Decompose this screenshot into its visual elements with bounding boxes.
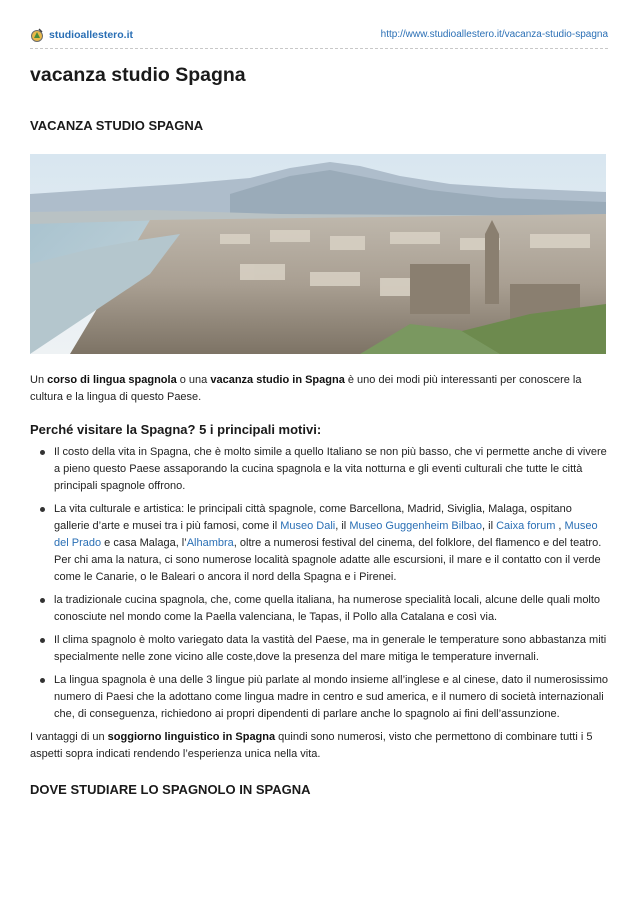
list-item: [30, 444, 608, 495]
reason-text: Il clima spagnolo è molto variegato data la vastità del Paese, ma in generale le temperature sono abbastanza miti specialmente nelle zone vicino alle coste,dove la presenza del mare mitiga le temperature invernali.: [54, 634, 607, 663]
conclusion-bold: soggiorno linguistico in Spagna: [107, 731, 276, 743]
site-logo-icon: [30, 28, 44, 42]
intro-bold-vacation: vacanza studio in Spagna: [210, 374, 345, 386]
intro-bold-course: corso di lingua spagnola: [47, 374, 177, 386]
museo-prado-link[interactable]: Museo del Prado: [54, 520, 598, 549]
city-panorama-image: [30, 154, 606, 354]
bullet-icon: [40, 678, 45, 683]
reasons-heading: Perché visitare la Spagna? 5 i principali motivi:: [30, 422, 322, 437]
guggenheim-link[interactable]: Museo Guggenheim Bilbao: [349, 520, 483, 532]
conclusion-paragraph: [30, 729, 608, 763]
reason-text: Il costo della vita in Spagna, che è molto simile a quello Italiano se non più basso, che vi permette anche di vivere a pieno questo Paese assaporando la cucina spagnola e la vita notturna e gli eventi culturali che tutte le città principali spagnole offrono.: [54, 446, 607, 492]
section-title: VACANZA STUDIO SPAGNA: [30, 118, 204, 133]
list-item: [30, 632, 608, 666]
reasons-list: [30, 444, 608, 723]
list-item: [30, 592, 608, 626]
reason-text: ,: [555, 520, 565, 532]
study-where-heading: DOVE STUDIARE LO SPAGNOLO IN SPAGNA: [30, 782, 311, 797]
intro-paragraph: [30, 372, 608, 406]
page-url-link[interactable]: http://www.studioallestero.it/vacanza-studio-spagna: [380, 29, 608, 40]
page-header: [30, 26, 608, 46]
bullet-icon: [40, 638, 45, 643]
conclusion-text: quindi sono numerosi, visto che permettono di combinare tutti i 5 aspetti sopra indicati rendendo l’esperienza unica nella vita.: [30, 731, 593, 760]
intro-text: o una: [176, 374, 211, 386]
reason-text: e casa Malaga, l’: [101, 537, 187, 549]
museo-dali-link[interactable]: Museo Dali: [280, 520, 336, 532]
page-title: vacanza studio Spagna: [30, 64, 246, 86]
reason-text: , il: [335, 520, 350, 532]
bullet-icon: [40, 450, 45, 455]
list-item: [30, 672, 608, 723]
site-name-link[interactable]: studioallestero.it: [49, 29, 134, 41]
reason-text: La lingua spagnola è una delle 3 lingue più parlate al mondo insieme all’inglese e al cinese, dato il numerosissimo numero di Paesi che la adottano come lingua madre in centro e sud america, e il numero di società internazionali che, di conseguenza, richiedono ai propri dipendenti di parlare anche lo spagnolo ai fini dell’assunzione.: [54, 674, 609, 720]
list-item: [30, 501, 608, 586]
panorama-illustration: [30, 154, 606, 354]
reason-text: , il: [482, 520, 497, 532]
header-divider: [30, 48, 608, 49]
reason-text: La vita culturale e artistica: le principali città spagnole, come Barcellona, Madrid, Siviglia, Malaga, ospitano gallerie d’arte e musei tra i più famosi, come il: [54, 503, 572, 532]
intro-text: Un: [30, 374, 48, 386]
intro-text: è uno dei modi più interessanti per conoscere la cultura e la lingua di questo Paese.: [30, 374, 582, 403]
conclusion-text: I vantaggi di un: [30, 731, 108, 743]
reason-text: la tradizionale cucina spagnola, che, come quella italiana, ha numerose specialità locali, alcune delle quali molto conosciute nel mondo come la Paella valenciana, le Tapas, il Pollo alla Catalana e così via.: [54, 594, 601, 623]
caixa-forum-link[interactable]: Caixa forum: [496, 520, 556, 532]
bullet-icon: [40, 507, 45, 512]
reason-text: , oltre a numerosi festival del cinema, del folklore, del flamenco e del teatro. Per chi ama la natura, ci sono numerose località spagnole adatte alle escursioni, il mare e il contatto con il verde come le Canarie, o le Baleari o ancora il nord della Spagna e i Pirenei.: [54, 537, 602, 583]
article-body: [30, 372, 608, 798]
alhambra-link[interactable]: Alhambra: [186, 537, 234, 549]
bullet-icon: [40, 598, 45, 603]
